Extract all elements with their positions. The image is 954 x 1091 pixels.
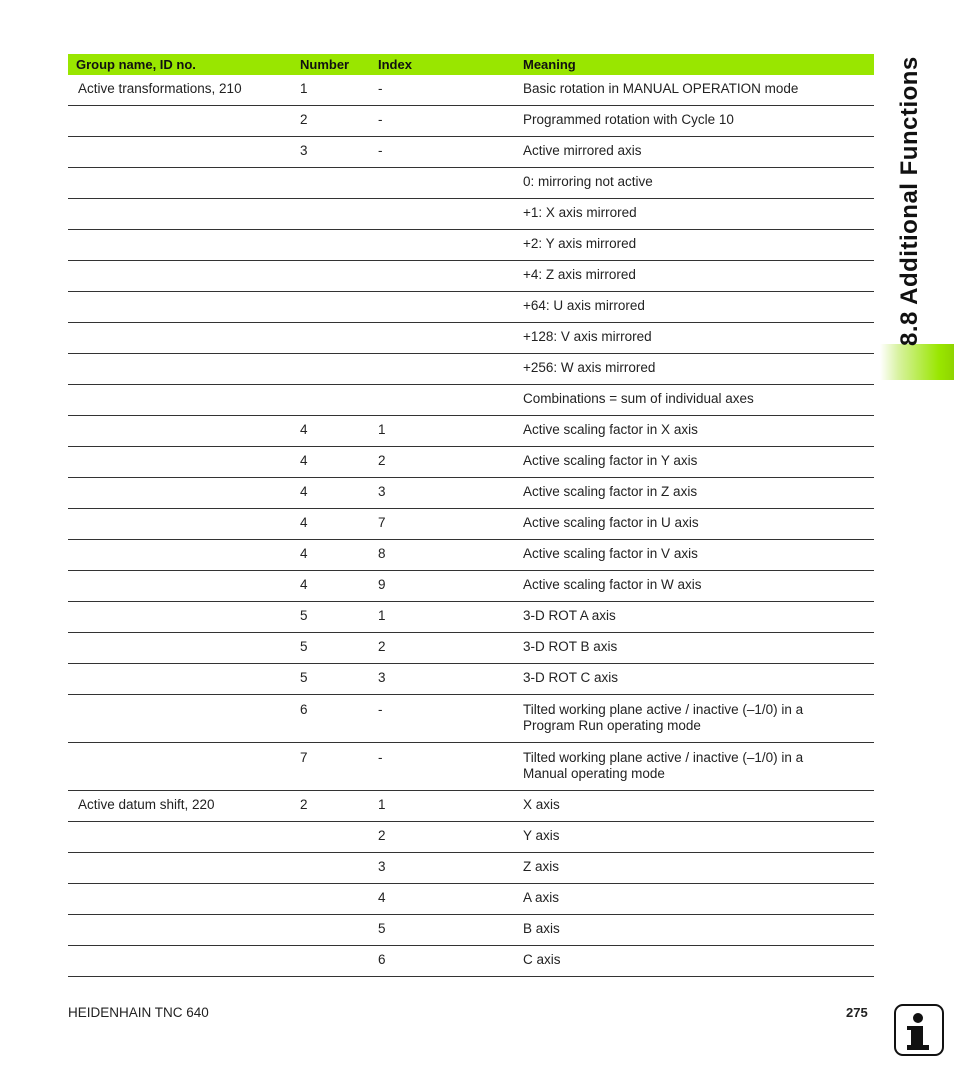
table-row — [68, 853, 874, 884]
cell-number — [298, 915, 376, 946]
table-row — [68, 385, 874, 416]
cell-index: - — [376, 137, 523, 168]
cell-number: 4 — [298, 571, 376, 602]
cell-group — [68, 292, 298, 323]
header-meaning: Meaning — [523, 54, 874, 75]
table-row — [68, 137, 874, 168]
cell-index: - — [376, 75, 523, 106]
cell-meaning: Active mirrored axis — [523, 137, 874, 168]
cell-index: 3 — [376, 478, 523, 509]
table-row — [68, 915, 874, 946]
cell-number — [298, 822, 376, 853]
cell-group — [68, 137, 298, 168]
cell-meaning: +1: X axis mirrored — [523, 199, 874, 230]
cell-group — [68, 695, 298, 743]
cell-meaning: Tilted working plane active / inactive (–1/0) in a Manual operating mode — [523, 743, 874, 791]
cell-index: 2 — [376, 447, 523, 478]
cell-group — [68, 509, 298, 540]
cell-number: 2 — [298, 106, 376, 137]
cell-number — [298, 292, 376, 323]
cell-meaning: Active scaling factor in Y axis — [523, 447, 874, 478]
cell-number — [298, 230, 376, 261]
info-icon — [894, 1004, 944, 1056]
cell-meaning: Basic rotation in MANUAL OPERATION mode — [523, 75, 874, 106]
table-row — [68, 695, 874, 743]
table-row — [68, 743, 874, 791]
table-row — [68, 791, 874, 822]
cell-number: 5 — [298, 602, 376, 633]
cell-group — [68, 853, 298, 884]
parameter-table — [68, 54, 874, 977]
table-row — [68, 946, 874, 977]
cell-index: 6 — [376, 946, 523, 977]
cell-index — [376, 261, 523, 292]
cell-index: - — [376, 106, 523, 137]
cell-meaning: 3-D ROT B axis — [523, 633, 874, 664]
cell-number: 7 — [298, 743, 376, 791]
cell-group — [68, 743, 298, 791]
cell-number: 4 — [298, 416, 376, 447]
cell-index — [376, 385, 523, 416]
cell-group: Active datum shift, 220 — [68, 791, 298, 822]
cell-index — [376, 230, 523, 261]
cell-number — [298, 168, 376, 199]
cell-meaning: C axis — [523, 946, 874, 977]
table-row — [68, 509, 874, 540]
table-row — [68, 292, 874, 323]
table-row — [68, 822, 874, 853]
section-tab-marker — [880, 344, 954, 380]
cell-group — [68, 664, 298, 695]
cell-number: 4 — [298, 478, 376, 509]
cell-meaning: Active scaling factor in V axis — [523, 540, 874, 571]
manual-name: HEIDENHAIN TNC 640 — [68, 1005, 209, 1020]
cell-number — [298, 261, 376, 292]
cell-group — [68, 447, 298, 478]
cell-number: 4 — [298, 447, 376, 478]
cell-number — [298, 884, 376, 915]
cell-group — [68, 602, 298, 633]
cell-number: 5 — [298, 633, 376, 664]
cell-number — [298, 385, 376, 416]
page-number: 275 — [846, 1005, 868, 1020]
cell-number — [298, 853, 376, 884]
cell-number: 4 — [298, 509, 376, 540]
table-row — [68, 884, 874, 915]
cell-index: 7 — [376, 509, 523, 540]
cell-group — [68, 946, 298, 977]
cell-index — [376, 199, 523, 230]
cell-index: 1 — [376, 602, 523, 633]
table-row — [68, 571, 874, 602]
cell-group — [68, 416, 298, 447]
header-number: Number — [298, 54, 376, 75]
table-row — [68, 106, 874, 137]
cell-index: 1 — [376, 791, 523, 822]
table-row — [68, 633, 874, 664]
cell-number — [298, 199, 376, 230]
table-row — [68, 168, 874, 199]
cell-index — [376, 323, 523, 354]
cell-meaning: Active scaling factor in Z axis — [523, 478, 874, 509]
table-row — [68, 75, 874, 106]
cell-meaning: B axis — [523, 915, 874, 946]
cell-group — [68, 354, 298, 385]
table-row — [68, 540, 874, 571]
cell-meaning: Active scaling factor in X axis — [523, 416, 874, 447]
cell-group — [68, 633, 298, 664]
cell-meaning: 3-D ROT C axis — [523, 664, 874, 695]
table-row — [68, 478, 874, 509]
cell-number: 2 — [298, 791, 376, 822]
header-index: Index — [376, 54, 523, 75]
cell-index: 9 — [376, 571, 523, 602]
cell-group — [68, 199, 298, 230]
cell-number — [298, 354, 376, 385]
table-row — [68, 664, 874, 695]
cell-group — [68, 323, 298, 354]
cell-meaning: +128: V axis mirrored — [523, 323, 874, 354]
table-body — [68, 75, 874, 977]
cell-group: Active transformations, 210 — [68, 75, 298, 106]
table-row — [68, 199, 874, 230]
cell-number — [298, 323, 376, 354]
cell-index: 5 — [376, 915, 523, 946]
header-group: Group name, ID no. — [68, 54, 298, 75]
cell-meaning: Tilted working plane active / inactive (–1/0) in a Program Run operating mode — [523, 695, 874, 743]
cell-meaning: Active scaling factor in U axis — [523, 509, 874, 540]
cell-index: 3 — [376, 664, 523, 695]
cell-meaning: +4: Z axis mirrored — [523, 261, 874, 292]
cell-index — [376, 168, 523, 199]
cell-index — [376, 354, 523, 385]
cell-meaning: 3-D ROT A axis — [523, 602, 874, 633]
cell-meaning: Z axis — [523, 853, 874, 884]
table-row — [68, 602, 874, 633]
cell-number: 4 — [298, 540, 376, 571]
cell-index: - — [376, 743, 523, 791]
cell-index: 1 — [376, 416, 523, 447]
cell-meaning: +2: Y axis mirrored — [523, 230, 874, 261]
cell-group — [68, 168, 298, 199]
cell-meaning: +256: W axis mirrored — [523, 354, 874, 385]
table-row — [68, 261, 874, 292]
cell-group — [68, 478, 298, 509]
cell-number: 1 — [298, 75, 376, 106]
table-header-row — [68, 54, 874, 75]
table-row — [68, 447, 874, 478]
cell-index: 8 — [376, 540, 523, 571]
section-title: 8.8 Additional Functions — [896, 56, 923, 346]
cell-meaning: A axis — [523, 884, 874, 915]
cell-group — [68, 915, 298, 946]
cell-index: 4 — [376, 884, 523, 915]
cell-group — [68, 540, 298, 571]
cell-meaning: Programmed rotation with Cycle 10 — [523, 106, 874, 137]
cell-group — [68, 571, 298, 602]
cell-meaning: Combinations = sum of individual axes — [523, 385, 874, 416]
cell-index: 2 — [376, 822, 523, 853]
table-row — [68, 323, 874, 354]
cell-index: 2 — [376, 633, 523, 664]
cell-group — [68, 822, 298, 853]
cell-number: 5 — [298, 664, 376, 695]
cell-group — [68, 261, 298, 292]
cell-group — [68, 884, 298, 915]
cell-meaning: Y axis — [523, 822, 874, 853]
cell-meaning: Active scaling factor in W axis — [523, 571, 874, 602]
table-row — [68, 416, 874, 447]
cell-number — [298, 946, 376, 977]
cell-meaning: +64: U axis mirrored — [523, 292, 874, 323]
table-row — [68, 230, 874, 261]
cell-group — [68, 385, 298, 416]
cell-number: 3 — [298, 137, 376, 168]
cell-meaning: 0: mirroring not active — [523, 168, 874, 199]
cell-meaning: X axis — [523, 791, 874, 822]
cell-index — [376, 292, 523, 323]
cell-number: 6 — [298, 695, 376, 743]
table-row — [68, 354, 874, 385]
cell-index: - — [376, 695, 523, 743]
cell-group — [68, 230, 298, 261]
cell-group — [68, 106, 298, 137]
cell-index: 3 — [376, 853, 523, 884]
